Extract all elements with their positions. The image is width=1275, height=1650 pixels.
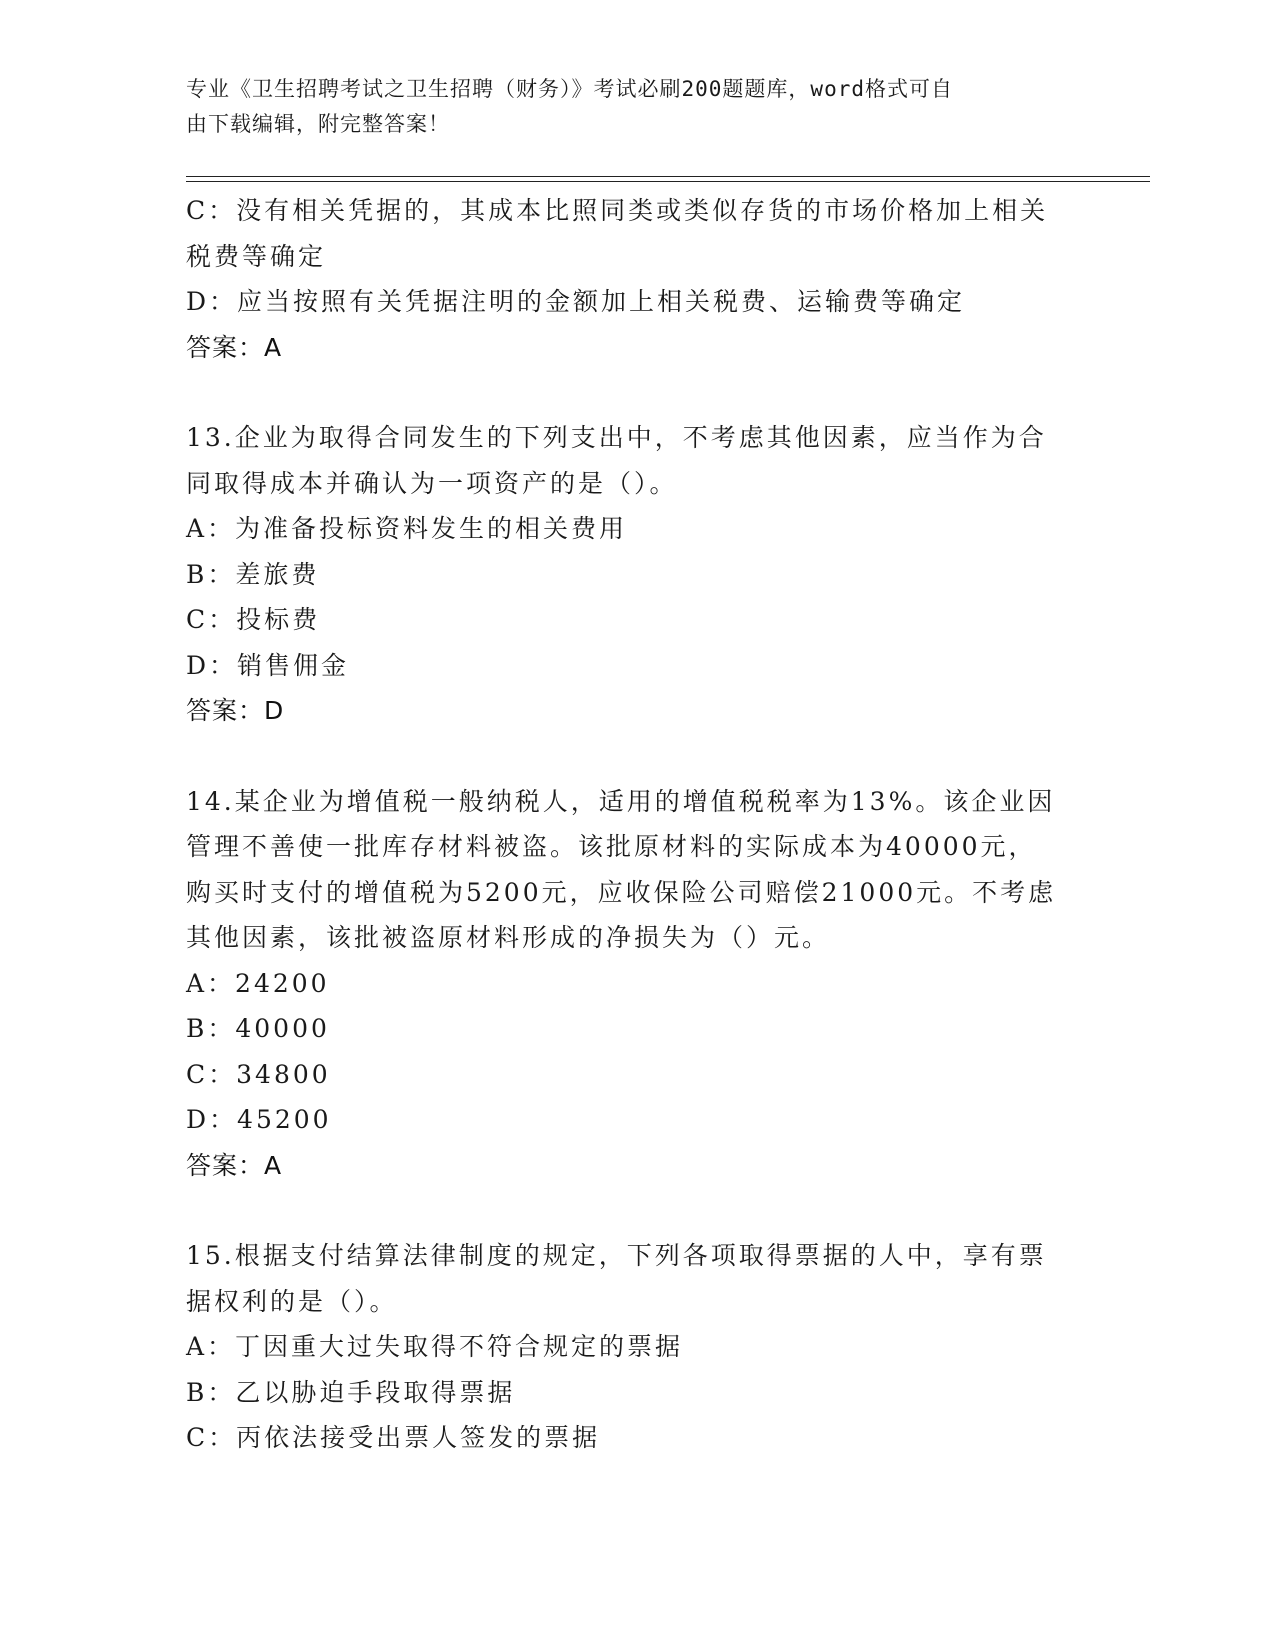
- question-stem-continued: 管理不善使一批库存材料被盗。该批原材料的实际成本为40000元，: [186, 832, 1037, 861]
- answer: 答案：D: [186, 696, 285, 725]
- option-c: C：34800: [186, 1059, 331, 1089]
- option-c: C：丙依法接受出票人签发的票据: [186, 1423, 601, 1452]
- header-rule-bottom: [186, 181, 1150, 182]
- option-c-continued: 税费等确定: [186, 241, 327, 271]
- option-b: B：40000: [186, 1014, 330, 1043]
- question-stem: 13.企业为取得合同发生的下列支出中，不考虑其他因素，应当作为合: [186, 423, 1047, 452]
- option-c: C：投标费: [186, 605, 321, 634]
- header-line-2: 由下载编辑，附完整答案！: [186, 112, 450, 136]
- question-stem: 14.某企业为增值税一般纳税人，适用的增值税税率为13%。该企业因: [186, 786, 1056, 816]
- option-d: D：销售佣金: [186, 650, 350, 680]
- spacer: [186, 734, 1086, 779]
- question-stem-continued: 同取得成本并确认为一项资产的是（）。: [186, 468, 678, 498]
- header-line-1: 专业《卫生招聘考试之卫生招聘（财务）》考试必刷200题题库，word格式可自: [186, 77, 953, 101]
- spacer: [186, 1188, 1086, 1233]
- question-12-tail: [186, 188, 1086, 370]
- question-stem-continued: 购买时支付的增值税为5200元，应收保险公司赔偿21000元。不考虑: [186, 877, 1057, 907]
- question-15: [186, 1233, 1086, 1461]
- option-b: B：差旅费: [186, 559, 320, 589]
- option-d: D：45200: [186, 1105, 332, 1134]
- spacer: [186, 370, 1086, 415]
- header-rule-top: [186, 176, 1150, 177]
- question-13: [186, 415, 1086, 734]
- option-a: A：为准备投标资料发生的相关费用: [186, 514, 628, 543]
- answer: 答案：A: [186, 1150, 283, 1180]
- option-a: A：丁因重大过失取得不符合规定的票据: [186, 1332, 684, 1361]
- question-list: [186, 188, 1086, 1461]
- option-b: B：乙以胁迫手段取得票据: [186, 1377, 516, 1407]
- question-stem: 15.根据支付结算法律制度的规定，下列各项取得票据的人中，享有票: [186, 1241, 1047, 1270]
- option-a: A：24200: [186, 968, 330, 998]
- answer: 答案：A: [186, 332, 283, 362]
- option-d: D：应当按照有关凭据注明的金额加上相关税费、运输费等确定: [186, 287, 966, 316]
- question-stem-continued: 其他因素，该批被盗原材料形成的净损失为（）元。: [186, 923, 831, 952]
- document-header: [186, 72, 1066, 142]
- option-c: C：没有相关凭据的，其成本比照同类或类似存货的市场价格加上相关: [186, 196, 1049, 225]
- question-14: [186, 779, 1086, 1189]
- question-stem-continued: 据权利的是（）。: [186, 1286, 398, 1316]
